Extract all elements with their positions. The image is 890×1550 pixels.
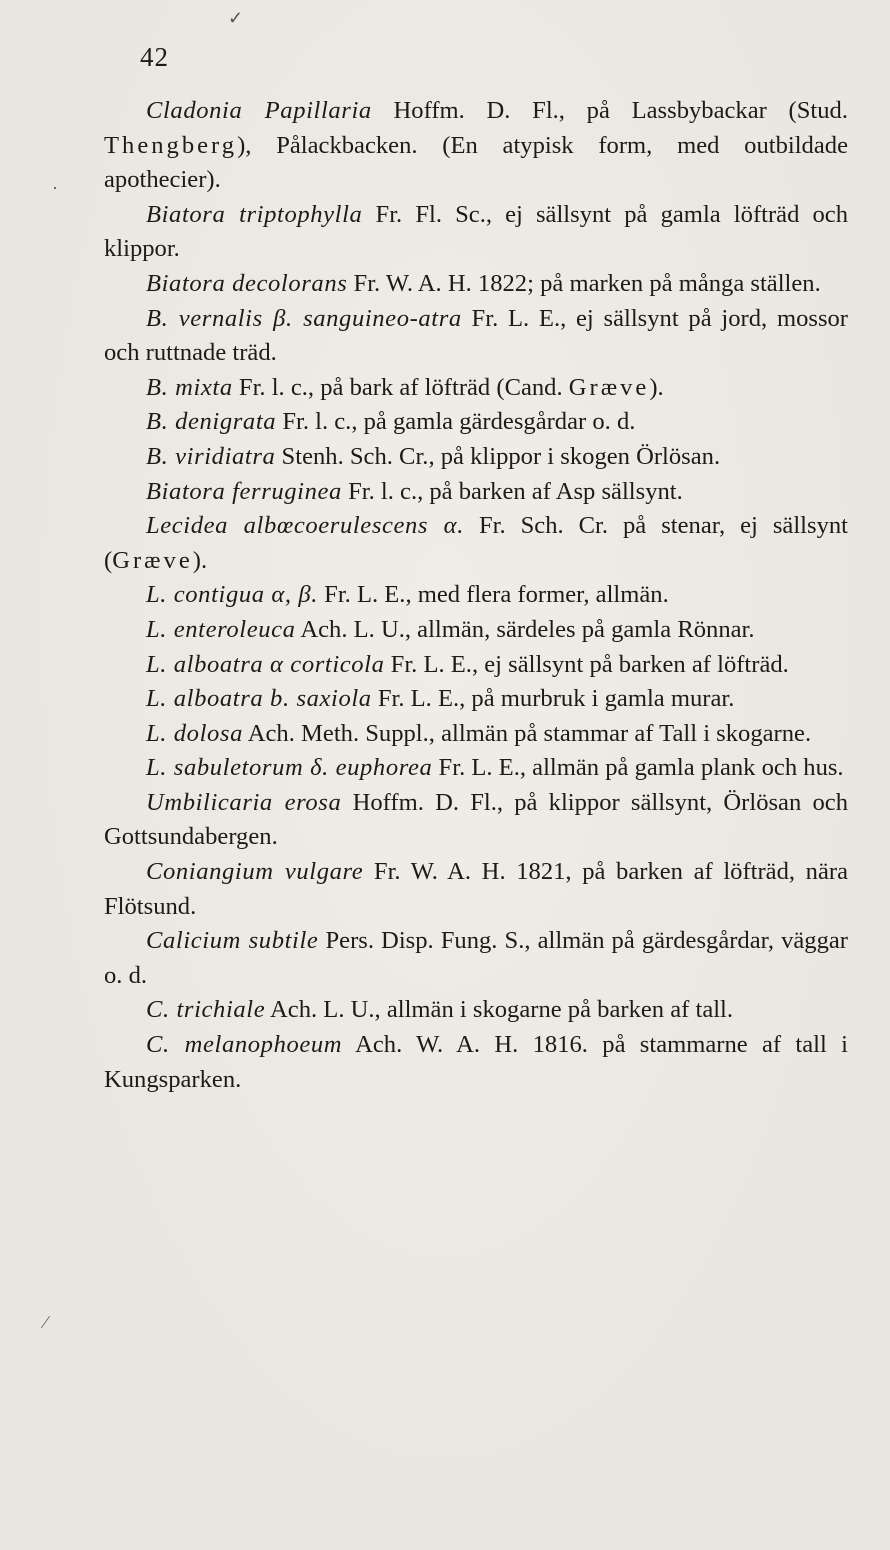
entry-text: Ach. L. U., allmän, särdeles på gamla Rönnar.	[295, 615, 755, 643]
entry-text: Fr. L. E., med flera former, allmän.	[318, 581, 669, 609]
entry-text: Hoffm. D. Fl., på Lassbybackar (Stud.	[371, 97, 848, 124]
entry-text: Fr. l. c., på gamla gärdesgårdar o. d.	[276, 408, 636, 436]
species-name: Coniangium vulgare	[146, 858, 364, 886]
entry-text-tail: ), Pålackbacken. (En atypisk form, med outbildade apothecier).	[104, 131, 848, 194]
entry-b-denigrata	[104, 405, 848, 440]
species-name: L. alboatra b. saxiola	[146, 685, 372, 713]
collector-name: Græve	[568, 373, 650, 401]
entry-text-tail: ).	[649, 373, 664, 401]
species-name: L. alboatra α corticola	[146, 650, 385, 678]
entry-text: Fr. Fl. Sc., ej sällsynt på gamla löfträd och klippor.	[104, 200, 848, 263]
entry-text: Fr. l. c., på bark af löfträd (Cand.	[232, 373, 569, 401]
entry-text: Stenh. Sch. Cr., på klippor i skogen Örlösan.	[275, 442, 721, 470]
entry-text: Fr. Sch. Cr. på stenar, ej sällsynt (	[104, 512, 848, 574]
species-name: L. sabuletorum δ. euphorea	[146, 754, 433, 782]
entry-b-viridiatra	[104, 440, 848, 475]
species-name: C. melanophoeum	[146, 1031, 343, 1059]
entry-lecidea-albocoerulescens	[104, 509, 848, 578]
entry-text: Pers. Disp. Fung. S., allmän på gärdesgårdar, väggar o. d.	[104, 927, 848, 989]
entry-text: Fr. W. A. H. 1822; på marken på många ställen.	[347, 269, 821, 297]
entry-text: Fr. L. E., på murbruk i gamla murar.	[371, 685, 735, 713]
entry-text: Fr. L. E., ej sällsynt på barken af löfträd.	[384, 650, 789, 678]
entry-l-alboatra-corticola	[104, 648, 848, 683]
entry-l-sabuletorum	[104, 751, 848, 786]
entry-text: Fr. L. E., ej sällsynt på jord, mossor och ruttnade träd.	[104, 304, 848, 367]
species-name: Biatora decolorans	[146, 269, 348, 297]
entry-umbilicaria-erosa	[104, 786, 848, 855]
species-list	[104, 94, 848, 1097]
species-name: Lecidea albœcoerulescens α.	[146, 512, 464, 540]
species-name: Biatora ferruginea	[146, 477, 342, 505]
entry-b-vernalis	[104, 302, 848, 371]
entry-biatora-ferruginea	[104, 475, 848, 510]
species-name: L. enteroleuca	[146, 615, 296, 643]
entry-calicium-subtile	[104, 924, 848, 993]
species-name: L. dolosa	[146, 719, 243, 747]
collector-name: Græve	[112, 546, 193, 574]
stray-mark: ⁄	[44, 1312, 48, 1332]
entry-biatora-decolorans	[104, 267, 848, 302]
entry-text: Ach. Meth. Suppl., allmän på stammar af Tall i skogarne.	[242, 719, 812, 747]
species-name: Umbilicaria erosa	[146, 788, 342, 816]
entry-l-alboatra-saxiola	[104, 682, 848, 717]
entry-text: Ach. L. U., allmän i skogarne på barken af tall.	[265, 996, 734, 1024]
entry-c-trichiale	[104, 993, 848, 1028]
species-name: B. denigrata	[146, 408, 277, 436]
entry-coniangium-vulgare	[104, 855, 848, 924]
species-name: B. mixta	[146, 373, 233, 401]
species-name: B. viridiatra	[146, 442, 276, 470]
stray-mark: ✓	[228, 8, 244, 28]
stray-mark: ·	[52, 178, 58, 198]
species-name: C. trichiale	[146, 996, 266, 1024]
species-name: L. contigua α, β.	[146, 581, 318, 609]
species-name: Calicium subtile	[146, 927, 319, 955]
entry-b-mixta	[104, 371, 848, 406]
species-name: Cladonia Papillaria	[146, 97, 372, 124]
entry-text: Ach. W. A. H. 1816. på stammarne af tall i Kungsparken.	[104, 1031, 848, 1093]
entry-cladonia-papillaria	[104, 94, 848, 198]
entry-text: Fr. l. c., på barken af Asp sällsynt.	[341, 477, 683, 505]
entry-c-melanophoeum	[104, 1028, 848, 1097]
entry-biatora-triptophylla	[104, 198, 848, 267]
entry-text: Fr. L. E., allmän på gamla plank och hus.	[432, 754, 844, 782]
entry-l-contigua	[104, 578, 848, 613]
entry-l-dolosa	[104, 717, 848, 752]
entry-l-enteroleuca	[104, 613, 848, 648]
entry-text: Fr. W. A. H. 1821, på barken af löfträd, nära Flötsund.	[104, 858, 848, 920]
species-name: Biatora triptophylla	[146, 200, 363, 228]
page-number: 42	[140, 42, 169, 72]
entry-text: Hoffm. D. Fl., på klippor sällsynt, Örlösan och Gottsundabergen.	[104, 788, 848, 851]
species-name: B. vernalis β. sanguineo-atra	[146, 304, 462, 332]
collector-name: Thengberg	[104, 131, 238, 159]
entry-text-tail: ).	[192, 546, 208, 574]
